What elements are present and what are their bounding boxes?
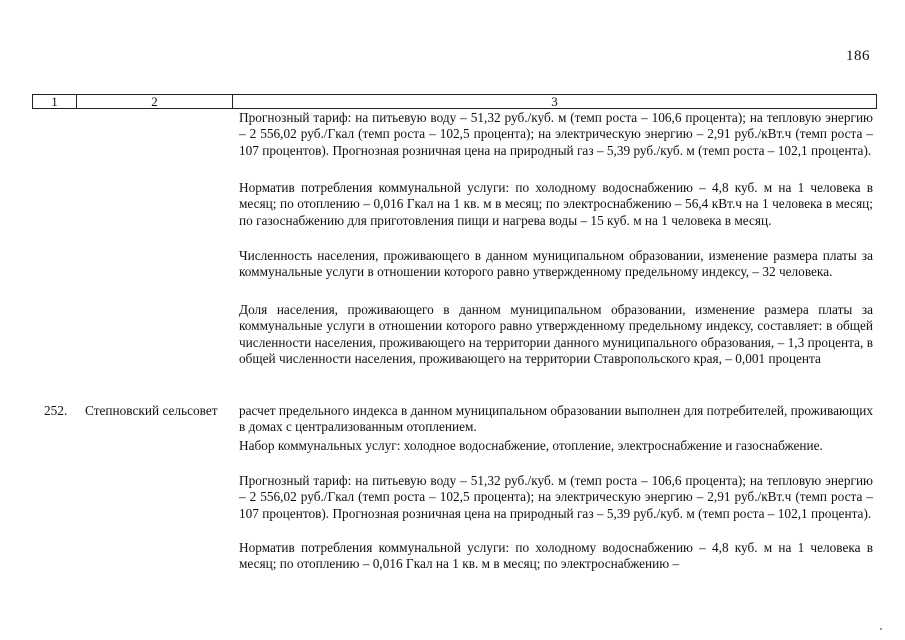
consumption-norm-paragraph: Норматив потребления коммунальной услуги: по холодному водоснабжению – 4,8 куб. м на 1 человека в месяц; по отоплению – 0,016 Гкал на 1 кв. м в месяц; по электроснабжению – 56,4 кВт.ч на 1 человека в месяц; по газоснабжению для приготовления пищи и нагрева воды – 15 куб. м на 1 человека в месяц. bbox=[239, 180, 873, 228]
population-share-paragraph: Доля населения, проживающего в данном муниципальном образовании, изменение размера платы за коммунальные услуги в отношении которого равно утвержденному предельному индексу, составляет: в общей численности населения, проживающего на территории данного муниципального образования, – 1,3 процента, в общей численности населения, проживающего на территории Ставропольского края, – 0,001 процента bbox=[239, 302, 873, 367]
column-header-2: 2 bbox=[77, 95, 233, 108]
tariff-paragraph: Прогнозный тариф: на питьевую воду – 51,32 руб./куб. м (темп роста – 106,6 процента); на тепловую энергию – 2 556,02 руб./Гкал (темп роста – 102,5 процента); на электрическую энергию – 2,91 руб./кВт.ч (темп роста – 107 процентов). Прогнозная розничная цена на природный газ – 5,39 руб./куб. м (темп роста – 102,1 процента). bbox=[239, 110, 873, 158]
municipality-name: Степновский сельсовет bbox=[85, 403, 218, 418]
entry-services-paragraph: Набор коммунальных услуг: холодное водоснабжение, отопление, электроснабжение и газоснабжение. bbox=[239, 438, 823, 453]
population-paragraph: Численность населения, проживающего в данном муниципальном образовании, изменение размера платы за коммунальные услуги в отношении которого равно утвержденному предельному индексу, – 32 человека. bbox=[239, 248, 873, 280]
entry-norm-paragraph: Норматив потребления коммунальной услуги: по холодному водоснабжению – 4,8 куб. м на 1 человека в месяц; по отоплению – 0,016 Гкал на 1 кв. м в месяц; по электроснабжению – bbox=[239, 540, 873, 572]
entry-tariff-paragraph: Прогнозный тариф: на питьевую воду – 51,32 руб./куб. м (темп роста – 106,6 процента); на тепловую энергию – 2 556,02 руб./Гкал (темп роста – 102,5 процента); на электрическую энергию – 2,91 руб./кВт.ч (темп роста – 107 процентов). Прогнозная розничная цена на природный газ – 5,39 руб./куб. м (темп роста – 102,1 процента). bbox=[239, 473, 873, 521]
column-header-3: 3 bbox=[551, 94, 558, 109]
entry-index-paragraph: расчет предельного индекса в данном муниципальном образовании выполнен для потребителей, проживающих в домах с централизованным отоплением. bbox=[239, 403, 873, 435]
table-header-row bbox=[32, 94, 877, 109]
page-number: 186 bbox=[846, 48, 870, 64]
column-header-1: 1 bbox=[33, 95, 77, 108]
scan-speck bbox=[880, 628, 882, 630]
entry-number: 252. bbox=[44, 403, 68, 418]
